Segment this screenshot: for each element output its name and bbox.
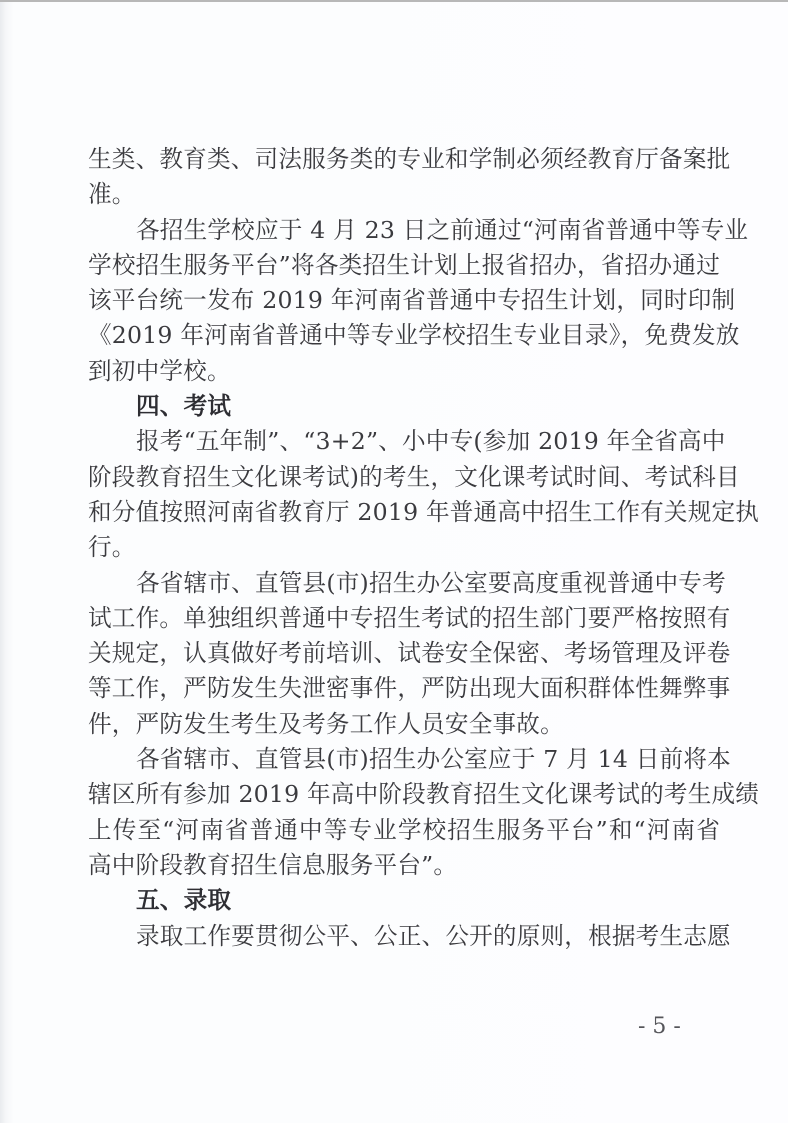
section-heading-admission: 五、录取 [136, 886, 232, 915]
paragraph-line: 录取工作要贯彻公平、公正、公开的原则，根据考生志愿 [136, 921, 731, 950]
paragraph-line: 件，严防发生考生及考务工作人员安全事故。 [88, 709, 564, 738]
paragraph-line: 学校招生服务平台”将各类招生计划上报省招办，省招办通过 [88, 250, 720, 279]
paragraph-line: 该平台统一发布 2019 年河南省普通中专招生计划，同时印制 [88, 286, 736, 315]
paragraph-line: 各省辖市、直管县(市)招生办公室要高度重视普通中专考 [136, 568, 726, 597]
paragraph-line: 到初中学校。 [88, 356, 231, 385]
paragraph-line: 各招生学校应于 4 月 23 日之前通过“河南省普通中等专业 [136, 215, 749, 244]
paragraph-line: 和分值按照河南省教育厅 2019 年普通高中招生工作有关规定执 [88, 497, 760, 526]
page-number: - 5 - [638, 1014, 681, 1039]
paragraph-line: 辖区所有参加 2019 年高中阶段教育招生文化课考试的考生成绩 [88, 780, 760, 809]
paragraph-line: 上传至“河南省普通中等专业学校招生服务平台”和“河南省 [88, 815, 720, 844]
paragraph-line: 行。 [88, 533, 136, 562]
paragraph-line: 高中阶段教育招生信息服务平台”。 [88, 850, 458, 879]
paragraph-line: 阶段教育招生文化课考试)的考生，文化课考试时间、考试科目 [88, 462, 740, 491]
body-text [88, 142, 760, 954]
paragraph-line: 关规定，认真做好考前培训、试卷安全保密、考场管理及评卷 [88, 639, 731, 668]
paragraph-line: 各省辖市、直管县(市)招生办公室应于 7 月 14 日前将本 [136, 745, 731, 774]
paragraph-line: 报考“五年制”、“3+2”、小中专(参加 2019 年全省高中 [136, 427, 726, 456]
paragraph-line: 准。 [88, 180, 136, 209]
paragraph-line: 等工作，严防发生失泄密事件，严防出现大面积群体性舞弊事 [88, 674, 731, 703]
section-heading-exam: 四、考试 [136, 392, 232, 421]
paragraph-line: 试工作。单独组织普通中专招生考试的招生部门要严格按照有 [88, 603, 731, 632]
paragraph-line: 生类、教育类、司法服务类的专业和学制必须经教育厅备案批 [88, 145, 731, 173]
paragraph-line: 《2019 年河南省普通中等专业学校招生专业目录》，免费发放 [88, 321, 740, 350]
